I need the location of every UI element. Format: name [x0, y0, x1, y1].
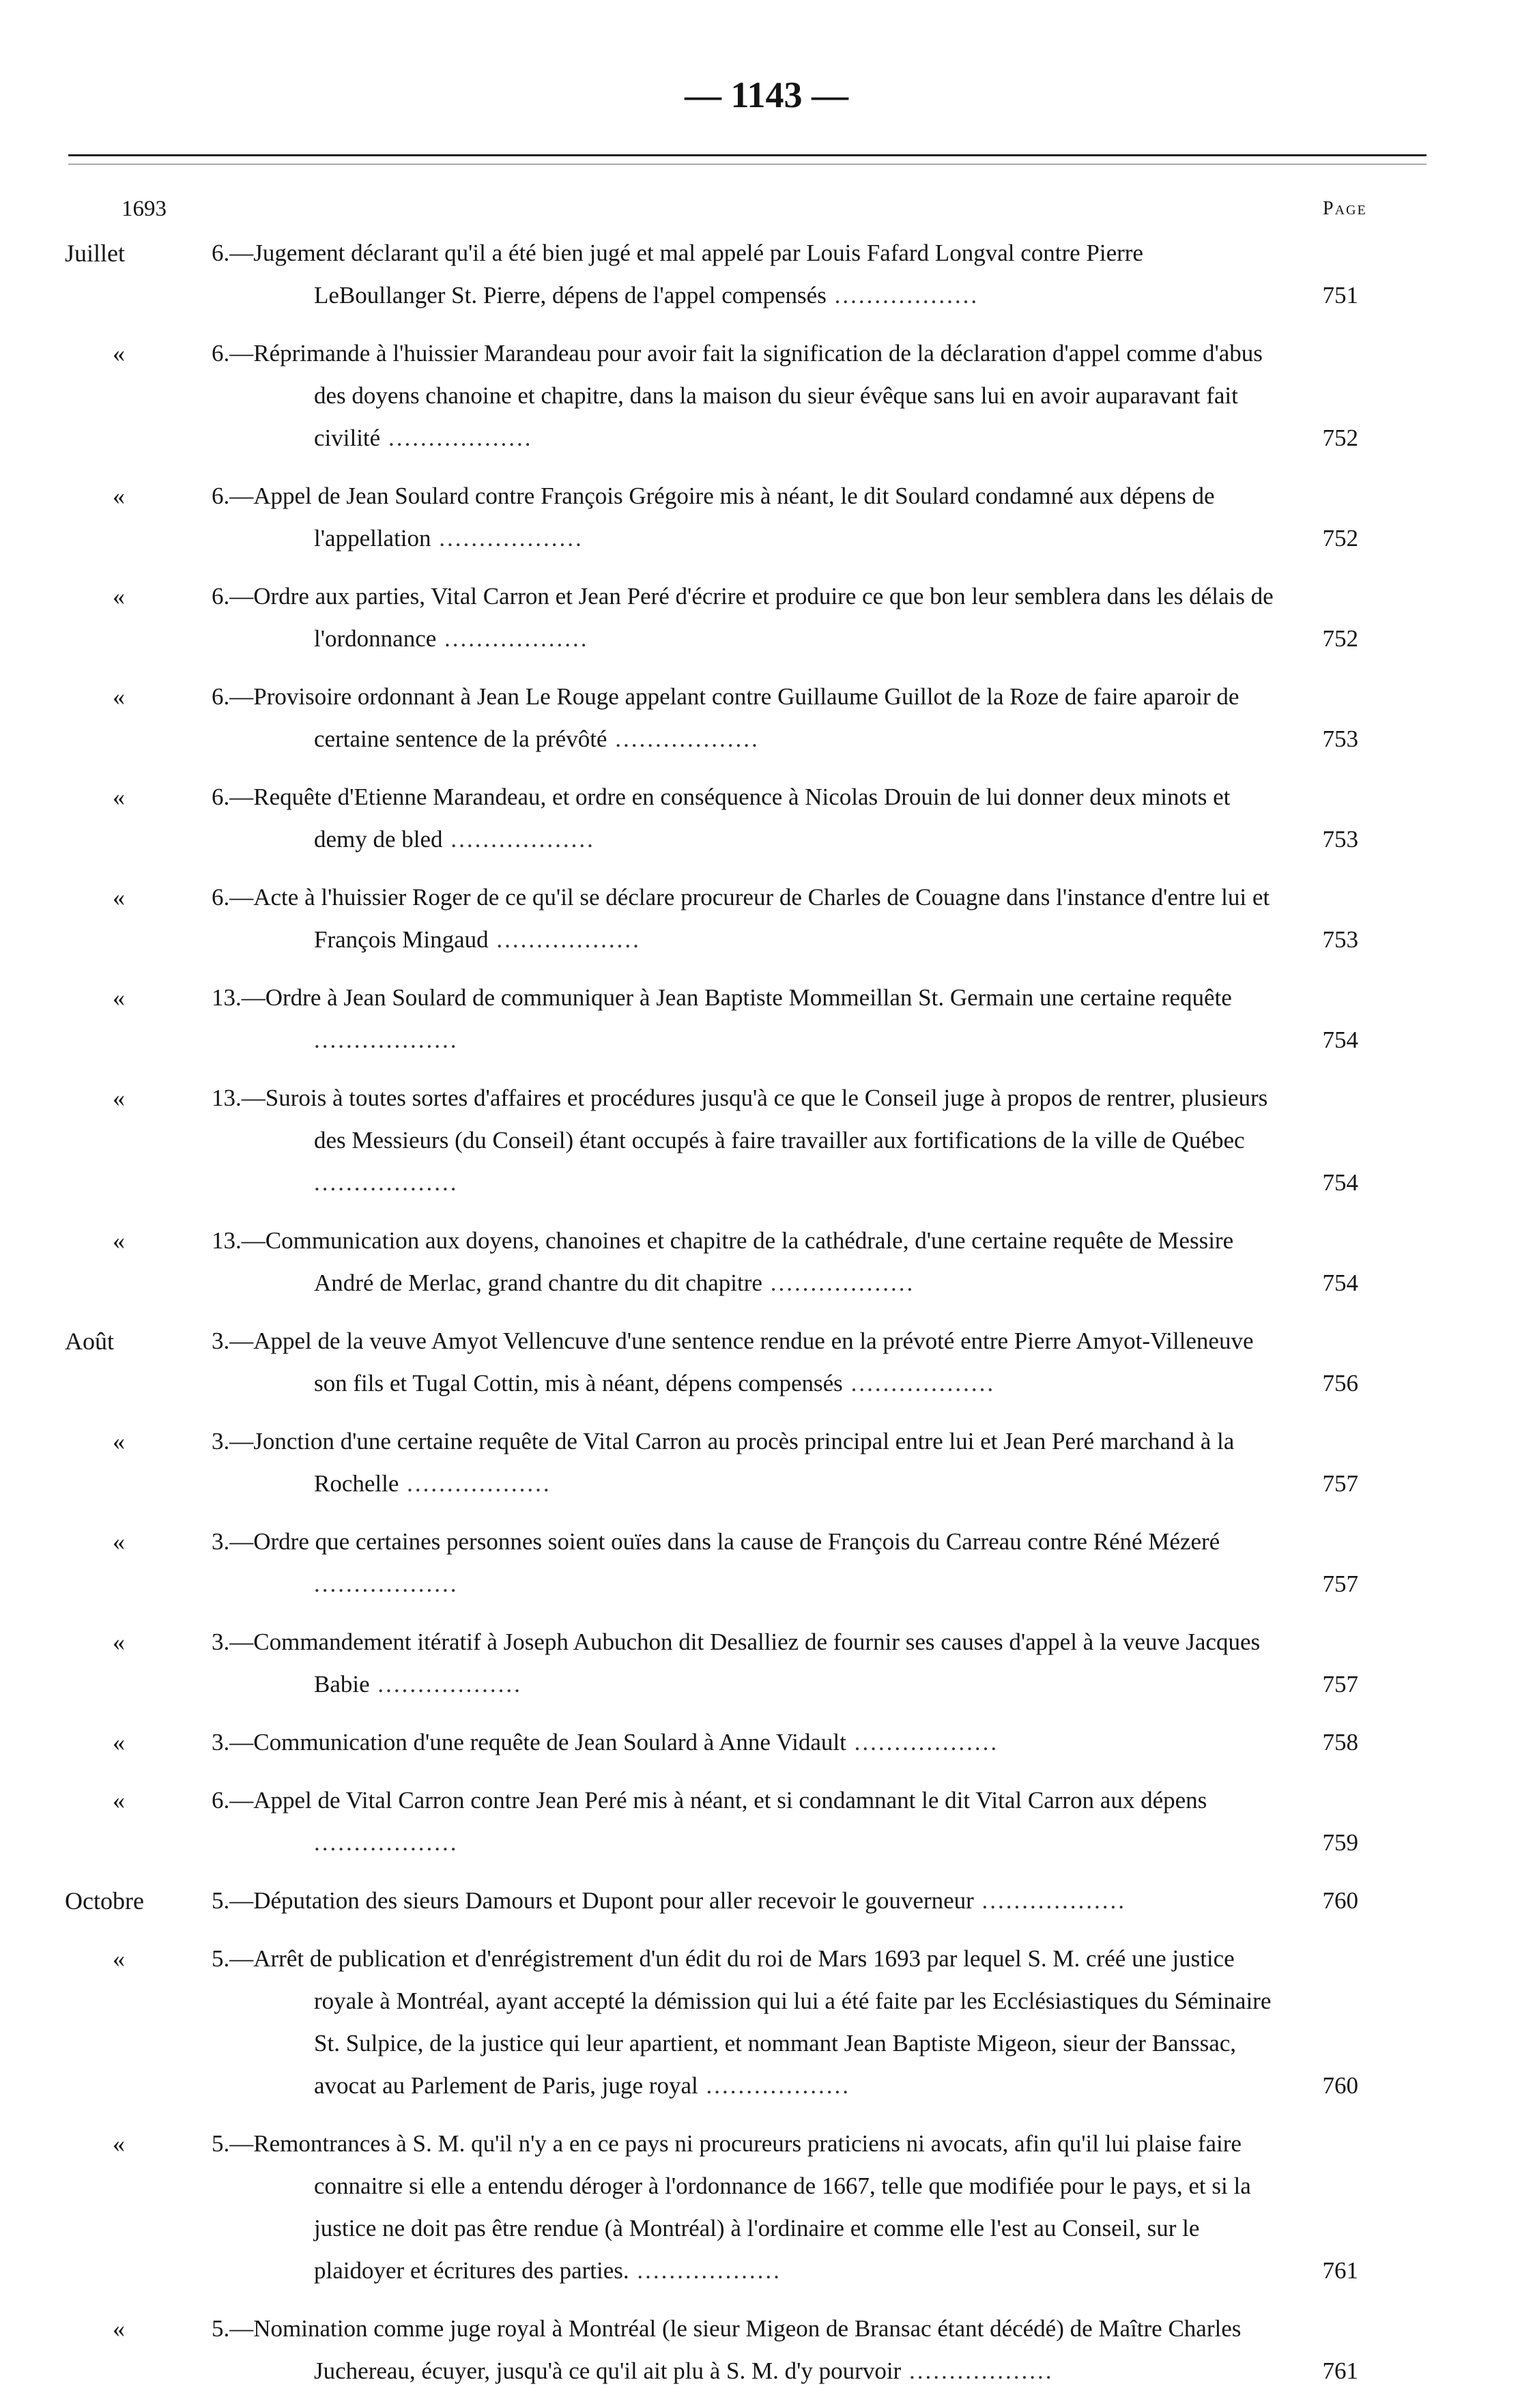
entry-description: 13.—Communication aux doyens, chanoines et chapitre de la cathédrale, d'une certaine requête de Messire André de Merlac, grand chantre du dit chapitre [212, 1227, 1234, 1296]
entry-text-block [212, 676, 1358, 760]
entry-description: 3.—Ordre que certaines personnes soient ouïes dans la cause de François du Carreau contre Réné Mézeré [212, 1528, 1220, 1555]
dot-leader: .................. [314, 1169, 459, 1196]
page-reference: 760 [1322, 1887, 1358, 1914]
dot-leader: .................. [314, 1027, 459, 1053]
entry-description: 6.—Acte à l'huissier Roger de ce qu'il se déclare procureur de Charles de Couagne dans l'instance d'entre lui et François Mingaud [212, 884, 1270, 953]
page-reference: 757 [1322, 1571, 1358, 1597]
entry-text-block [212, 776, 1358, 861]
page-reference: 754 [1322, 1027, 1358, 1053]
ditto-mark: « [113, 683, 125, 711]
dot-leader: .................. [314, 1829, 459, 1856]
entry-text-block [212, 977, 1358, 1061]
dot-leader: .................. [380, 425, 533, 451]
dot-leader: .................. [314, 1571, 459, 1597]
entry-text-block [212, 232, 1358, 317]
entry-description: 3.—Communication d'une requête de Jean Soulard à Anne Vidault [212, 1729, 846, 1755]
entry-description: 6.—Appel de Jean Soulard contre François Grégoire mis à néant, le dit Soulard condamné aux dépens de l'appellation [212, 483, 1215, 551]
page-column-heading: Page [1323, 198, 1367, 219]
dot-leader: .................. [846, 1729, 999, 1755]
entry-text-block [212, 1779, 1358, 1864]
ditto-mark: « [113, 483, 125, 510]
dot-leader: .................. [842, 1370, 996, 1396]
index-entry [0, 977, 1533, 1061]
dot-leader: .................. [826, 282, 979, 309]
dot-leader: .................. [442, 826, 595, 852]
index-entry [0, 1077, 1533, 1204]
entry-text-block [212, 1938, 1358, 2107]
index-entry [0, 1420, 1533, 1505]
entry-description: 5.—Nomination comme juge royal à Montréal (le sieur Migeon de Bransac étant décédé) de Maître Charles Juchereau, écuyer, jusqu'à ce qu'il ait plu à S. M. d'y pourvoir [212, 2315, 1242, 2384]
entry-text-block [212, 876, 1358, 961]
dot-leader: .................. [762, 1270, 915, 1296]
page-reference: 756 [1322, 1370, 1358, 1396]
page-reference: 757 [1322, 1671, 1358, 1697]
index-entry [0, 1621, 1533, 1706]
entry-text-block [212, 2123, 1358, 2292]
ditto-mark: « [113, 1428, 125, 1455]
ditto-mark: « [113, 340, 125, 367]
page-reference: 761 [1322, 2357, 1358, 2384]
ditto-mark: « [113, 884, 125, 911]
index-entry [0, 776, 1533, 861]
ditto-mark: « [113, 2130, 125, 2158]
entry-description: 6.—Réprimande à l'huissier Marandeau pour avoir fait la signification de la déclaration d'appel comme d'abus des doyens chanoine et chapitre, dans la maison du sieur évêque sans lui en avoir auparavant fait civilité [212, 340, 1263, 451]
page-reference: 751 [1322, 282, 1358, 309]
index-entry [0, 1721, 1533, 1764]
page-reference: 753 [1322, 926, 1358, 953]
ditto-mark: « [113, 1945, 125, 1973]
index-entry [0, 676, 1533, 760]
entry-text-block [212, 1621, 1358, 1706]
entry-text-block [212, 1721, 1358, 1764]
ditto-mark: « [113, 1528, 125, 1556]
ditto-mark: « [113, 1787, 125, 1814]
ditto-mark: « [113, 583, 125, 610]
entry-text-block [212, 332, 1358, 459]
month-label: Juillet [65, 240, 125, 267]
page-reference: 753 [1322, 826, 1358, 852]
year-label: 1693 [121, 197, 167, 221]
entry-description: 6.—Provisoire ordonnant à Jean Le Rouge appelant contre Guillaume Guillot de la Roze de faire aparoir de certaine sentence de la prévôté [212, 683, 1240, 752]
dot-leader: .................. [488, 926, 641, 953]
dot-leader: .................. [698, 2072, 850, 2099]
entry-text-block [212, 1320, 1358, 1405]
index-entry [0, 1779, 1533, 1864]
entry-description: 5.—Députation des sieurs Damours et Dupont pour aller recevoir le gouverneur [212, 1887, 974, 1914]
index-entry [0, 1220, 1533, 1304]
dot-leader: .................. [369, 1671, 522, 1697]
entry-text-block [212, 1420, 1358, 1505]
dot-leader: .................. [436, 625, 589, 652]
entry-description: 13.—Ordre à Jean Soulard de communiquer à Jean Baptiste Mommeillan St. Germain une certaine requête [212, 984, 1232, 1011]
page-reference: 752 [1322, 525, 1358, 551]
index-entry [0, 1320, 1533, 1405]
index-entry [0, 1938, 1533, 2107]
page-number: — 1143 — [684, 74, 849, 115]
dot-leader: .................. [399, 1470, 551, 1497]
entry-description: 3.—Commandement itératif à Joseph Aubuchon dit Desalliez de fournir ses causes d'appel à la veuve Jacques Babie [212, 1629, 1261, 1697]
entry-description: 5.—Arrêt de publication et d'enrégistrement d'un édit du roi de Mars 1693 par lequel S. M. créé une justice royale à Montréal, ayant accepté la démission qui lui a été faite par les Ecclésiastiques du Séminaire St. Sulpice, de la justice qui leur apartient, et nommant Jean Baptiste Migeon, sieur der Banssac, avocat au Parlement de Paris, juge royal [212, 1945, 1272, 2099]
entry-description: 13.—Surois à toutes sortes d'affaires et procédures jusqu'à ce que le Conseil juge à propos de rentrer, plusieurs des Messieurs (du Conseil) étant occupés à faire travailler aux fortifications de la ville de Québec [212, 1085, 1268, 1153]
dot-leader: .................. [629, 2257, 782, 2284]
ditto-mark: « [113, 784, 125, 811]
index-entry [0, 1880, 1533, 1922]
entry-description: 3.—Appel de la veuve Amyot Vellencuve d'une sentence rendue en la prévoté entre Pierre Amyot-Villeneuve son fils et Tugal Cottin, mis à néant, dépens compensés [212, 1328, 1254, 1396]
page-reference: 758 [1322, 1729, 1358, 1755]
dot-leader: .................. [973, 1887, 1127, 1914]
page-reference: 754 [1322, 1169, 1358, 1196]
entry-text-block [212, 475, 1358, 560]
entry-text-block [212, 1880, 1358, 1922]
dot-leader: .................. [431, 525, 584, 551]
page-reference: 761 [1322, 2257, 1358, 2284]
entry-description: 3.—Jonction d'une certaine requête de Vital Carron au procès principal entre lui et Jean Peré marchand à la Rochelle [212, 1428, 1235, 1497]
page-reference: 752 [1322, 625, 1358, 652]
entry-description: 6.—Jugement déclarant qu'il a été bien jugé et mal appelé par Louis Fafard Longval contre Pierre LeBoullanger St. Pierre, dépens de l'appel compensés [212, 240, 1143, 309]
ditto-mark: « [113, 1629, 125, 1656]
index-entry [0, 2308, 1533, 2392]
ditto-mark: « [113, 2315, 125, 2342]
entry-description: 5.—Remontrances à S. M. qu'il n'y a en ce pays ni procureurs praticiens ni avocats, afin qu'il lui plaise faire connaitre si elle a entendu déroger à l'ordonnance de 1667, telle que modifiée pour le pays, et si la justice ne doit pas être rendue (à Montréal) à l'ordinaire et comme elle l'est au Conseil, sur le plaidoyer et écritures des parties. [212, 2130, 1251, 2284]
ditto-mark: « [113, 1227, 125, 1255]
entry-text-block [212, 2308, 1358, 2392]
page-reference: 752 [1322, 425, 1358, 451]
dot-leader: .................. [901, 2357, 1054, 2384]
ditto-mark: « [113, 1729, 125, 1756]
index-entry [0, 232, 1533, 317]
entry-description: 6.—Appel de Vital Carron contre Jean Peré mis à néant, et si condamnant le dit Vital Carron aux dépens [212, 1787, 1207, 1814]
index-entry [0, 475, 1533, 560]
index-entry [0, 2123, 1533, 2292]
index-entry [0, 1521, 1533, 1605]
entry-text-block [212, 575, 1358, 660]
index-entry [0, 876, 1533, 961]
month-label: Octobre [65, 1887, 144, 1915]
index-entry [0, 332, 1533, 459]
page-reference: 757 [1322, 1470, 1358, 1497]
entry-text-block [212, 1077, 1358, 1204]
ditto-mark: « [113, 984, 125, 1012]
header-rule [68, 154, 1427, 156]
page-reference: 760 [1322, 2072, 1358, 2099]
index-entries [0, 232, 1533, 2408]
index-entry [0, 575, 1533, 660]
month-label: Août [65, 1328, 114, 1355]
entry-text-block [212, 1220, 1358, 1304]
entry-text-block [212, 1521, 1358, 1605]
entry-description: 6.—Requête d'Etienne Marandeau, et ordre en conséquence à Nicolas Drouin de lui donner deux minots et demy de bled [212, 784, 1231, 852]
dot-leader: .................. [607, 726, 760, 752]
page-reference: 753 [1322, 726, 1358, 752]
entry-description: 6.—Ordre aux parties, Vital Carron et Jean Peré d'écrire et produire ce que bon leur semblera dans les délais de l'ordonnance [212, 583, 1274, 652]
page-reference: 759 [1322, 1829, 1358, 1856]
page-reference: 754 [1322, 1270, 1358, 1296]
ditto-mark: « [113, 1085, 125, 1112]
